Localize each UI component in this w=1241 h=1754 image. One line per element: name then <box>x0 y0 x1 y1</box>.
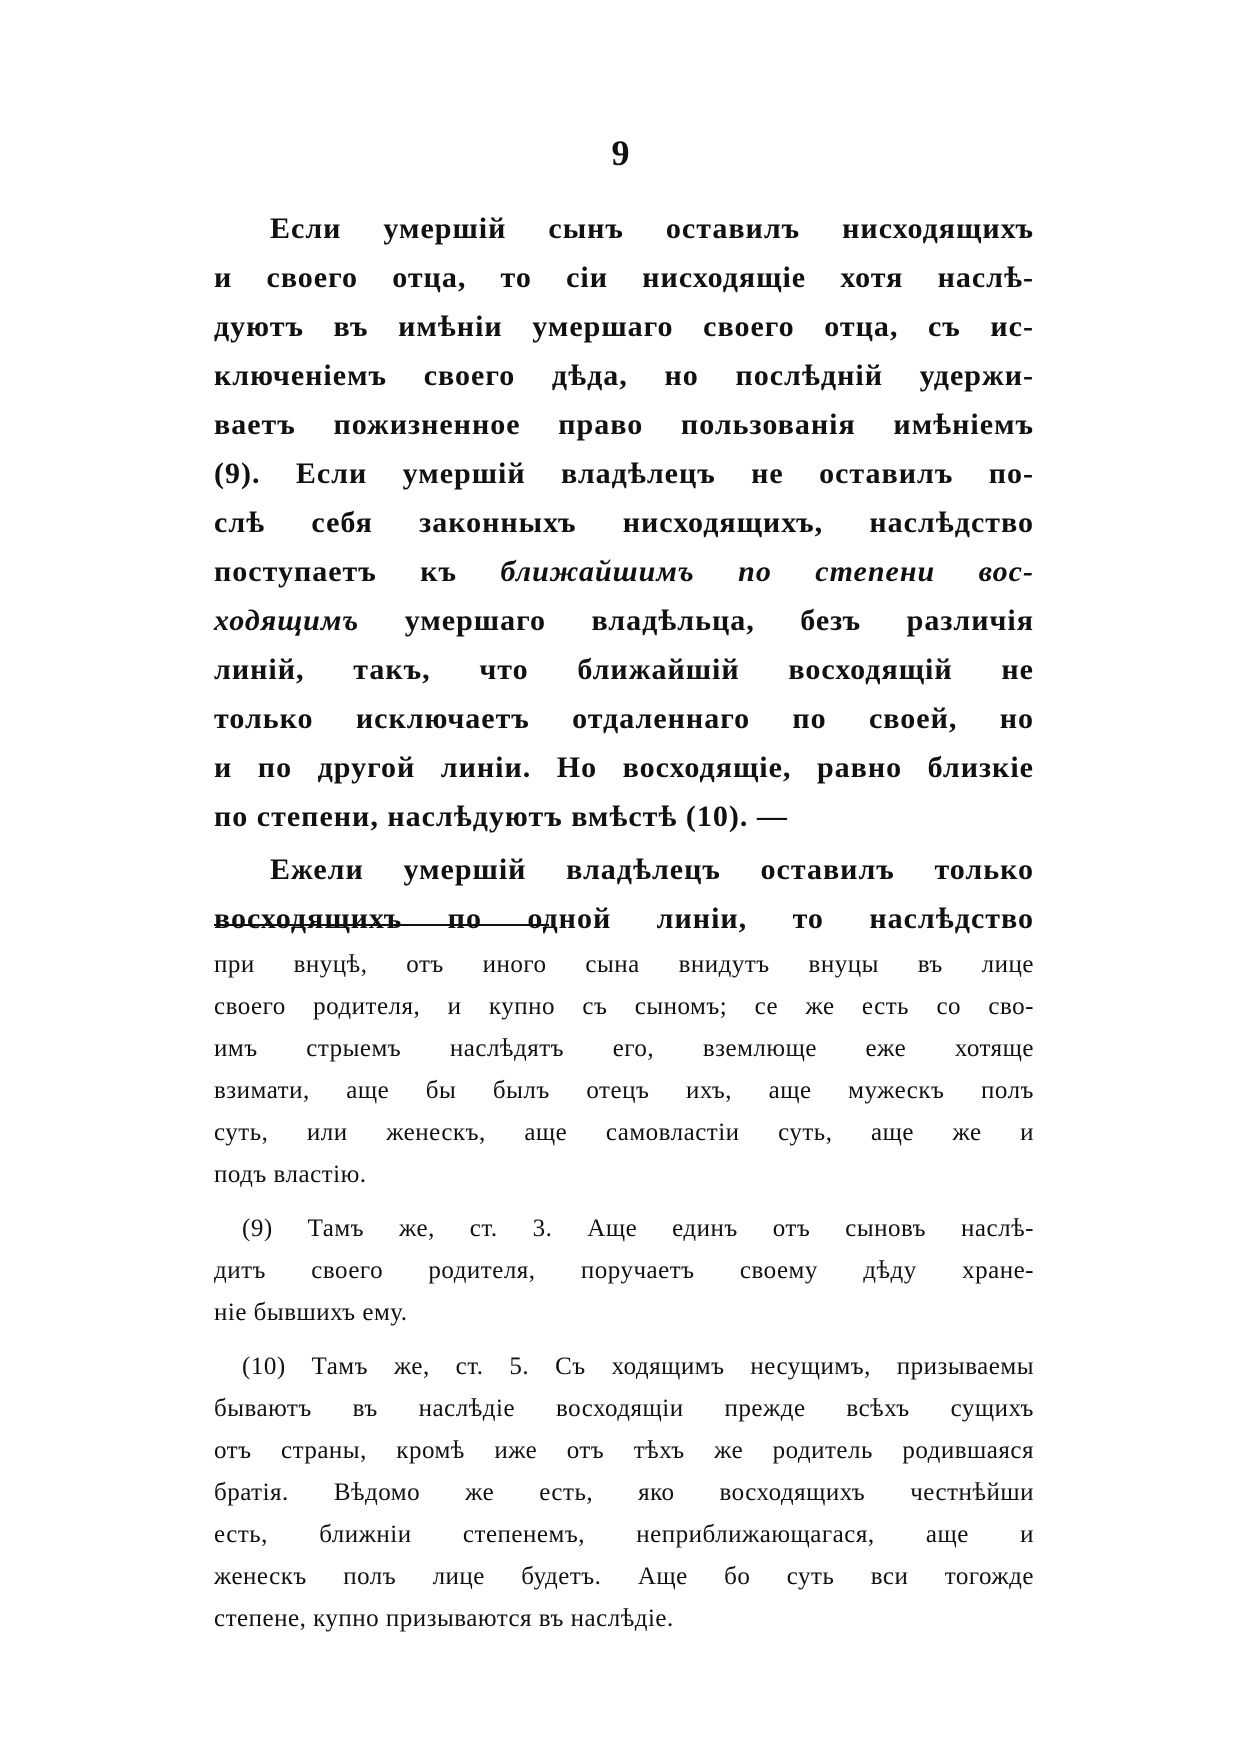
main-line: (9). Если умершій владѣлецъ не оставилъ по- <box>214 457 1034 490</box>
main-line: ваетъ пожизненное право пользованія имѣніемъ <box>214 408 1034 441</box>
main-line: Ежели умершій владѣлецъ оставилъ только <box>270 853 1034 886</box>
footnote-divider <box>214 924 549 926</box>
main-line-italic-segment: ближайшимъ по степени вос- <box>500 555 1034 588</box>
main-text <box>214 204 1034 943</box>
main-line: слѣ себя законныхъ нисходящихъ, наслѣдство <box>214 506 1034 539</box>
main-line: по степени, наслѣдуютъ вмѣстѣ (10). — <box>214 800 788 833</box>
footnote-10-line: бываютъ въ наслѣдіе восходящіи прежде всѣхъ сущихъ <box>214 1395 1034 1422</box>
footnote-10-line: братія. Вѣдомо же есть, яко восходящихъ честнѣйши <box>214 1479 1034 1506</box>
footnote-line: подъ властію. <box>214 1161 367 1188</box>
page-number: 9 <box>611 133 630 173</box>
footnote-line: своего родителя, и купно съ сыномъ; се же есть со сво- <box>214 993 1034 1020</box>
main-line: только исключаетъ отдаленнаго по своей, но <box>214 702 1034 735</box>
footnote-line: имъ стрыемъ наслѣдятъ его, вземлюще еже хотяще <box>214 1035 1034 1062</box>
main-line: и своего отца, то сіи нисходящіе хотя наслѣ- <box>214 261 1034 294</box>
footnote-line: взимати, аще бы былъ отецъ ихъ, аще мужескъ полъ <box>214 1077 1034 1104</box>
footnote-10-line: женескъ полъ лице будетъ. Аще бо суть вси тогожде <box>214 1563 1034 1590</box>
main-line-segment: поступаетъ къ <box>214 555 501 588</box>
footnote-10-line: есть, ближніи степенемъ, неприближающагася, аще и <box>214 1521 1034 1548</box>
main-line-italic-segment: ходящимъ <box>214 604 360 637</box>
main-line: и по другой линіи. Но восходящіе, равно близкіе <box>214 751 1034 784</box>
footnote-10-line: отъ страны, кромѣ иже отъ тѣхъ же родитель родившаяся <box>214 1437 1034 1464</box>
main-line: ключеніемъ своего дѣда, но послѣдній удержи- <box>214 359 1034 392</box>
footnote-10-line: степене, купно призываются въ наслѣдіе. <box>214 1605 674 1632</box>
main-line: дуютъ въ имѣніи умершаго своего отца, съ ис- <box>214 310 1034 343</box>
footnote-line: суть, или женескъ, аще самовластіи суть, аще же и <box>214 1119 1034 1146</box>
footnote-9-line: ніе бывшихъ ему. <box>214 1299 408 1326</box>
footnote-line: при внуцѣ, отъ иного сына внидутъ внуцы въ лице <box>214 951 1034 978</box>
main-line-mixed <box>214 596 1034 645</box>
main-line-mixed <box>214 547 1034 596</box>
footnote-9-line: дитъ своего родителя, поручаетъ своему дѣду хране- <box>214 1257 1034 1284</box>
main-line-segment: умершаго владѣльца, безъ различія <box>359 604 1034 637</box>
footnote-9-line: (9) Тамъ же, ст. 3. Аще единъ отъ сыновъ наслѣ- <box>242 1215 1034 1242</box>
main-line: восходящихъ по одной линіи, то наслѣдство <box>214 902 1034 935</box>
main-line: линій, такъ, что ближайшій восходящій не <box>214 653 1034 686</box>
footnote-10-line: (10) Тамъ же, ст. 5. Съ ходящимъ несущимъ, призываемы <box>242 1353 1034 1380</box>
footnotes <box>214 944 1034 1640</box>
main-line: Если умершій сынъ оставилъ нисходящихъ <box>270 212 1034 245</box>
